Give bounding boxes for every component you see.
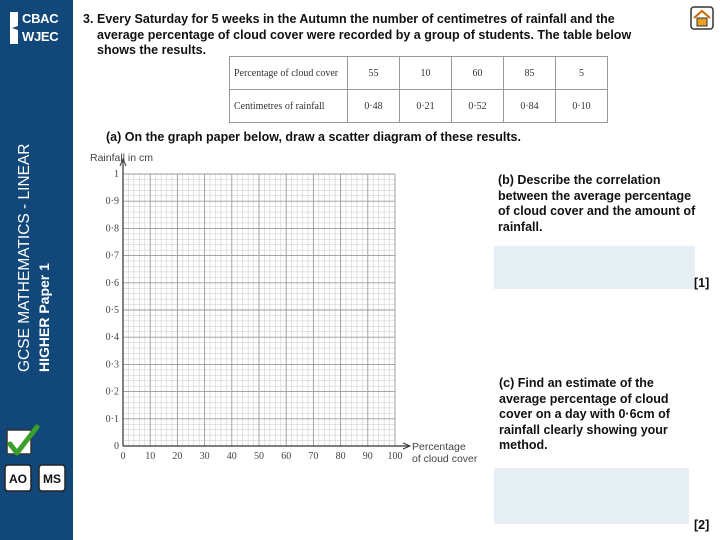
y-tick-label: 0·8 (105, 223, 119, 235)
home-icon[interactable] (690, 6, 714, 30)
table-cell: 5 (556, 57, 608, 90)
graph-paper[interactable] (86, 150, 486, 470)
ms-icon-label: MS (43, 472, 61, 486)
part-b-text: (b) Describe the correlation between the average percentage of cloud cover and the amount of rainfall. (498, 173, 696, 234)
marks-c: [2] (694, 518, 710, 532)
sidebar (0, 0, 73, 540)
axes (120, 159, 410, 449)
x-axis-label-line2: of cloud cover (412, 453, 478, 465)
table-row (230, 57, 608, 90)
paper-title: HIGHER Paper 1 (36, 263, 52, 372)
answer-box-b[interactable] (494, 246, 695, 289)
y-tick-label: 0·7 (105, 250, 119, 262)
results-table (229, 56, 608, 123)
marks-b: [1] (694, 276, 710, 290)
x-tick-label: 70 (308, 451, 319, 462)
table-cell: 0·10 (556, 90, 608, 123)
part-a-text: (a) On the graph paper below, draw a scatter diagram of these results. (106, 130, 521, 144)
ms-icon[interactable] (38, 464, 66, 492)
dragon-icon (8, 10, 20, 46)
logo-cbac: CBAC (22, 11, 59, 26)
x-axis-label-line1: Percentage (412, 441, 466, 453)
table-cell: 85 (504, 57, 556, 90)
grid-major (123, 174, 395, 446)
table-cell: 0·48 (348, 90, 400, 123)
y-tick-label: 0·5 (105, 305, 119, 316)
question-line-3: shows the results. (97, 43, 207, 57)
row-header-rainfall: Centimetres of rainfall (230, 90, 348, 123)
x-tick-label: 100 (387, 451, 403, 462)
x-tick-label: 50 (254, 451, 264, 462)
y-tick-label: 0·6 (105, 277, 119, 289)
y-tick-label: 0·9 (105, 196, 119, 208)
y-tick-label: 0·1 (105, 413, 119, 425)
subject-title: GCSE MATHEMATICS - LINEAR (16, 143, 33, 372)
x-tick-label: 90 (362, 451, 373, 462)
question-number: 3. (83, 12, 94, 26)
table-cell: 10 (400, 57, 452, 90)
question-line-1: Every Saturday for 5 weeks in the Autumn the number of centimetres of rainfall and the (97, 12, 615, 26)
row-header-cloud: Percentage of cloud cover (230, 57, 348, 90)
part-c-text: (c) Find an estimate of the average percentage of cloud cover on a day with 0·6cm of rainfall clearly showing your method. (499, 376, 670, 452)
cbac-wjec-logo (8, 8, 64, 50)
question-text (83, 12, 683, 59)
check-icon[interactable] (4, 424, 40, 460)
x-tick-label: 20 (172, 451, 183, 462)
x-tick-label: 40 (226, 451, 237, 462)
x-tick-label: 0 (120, 451, 126, 462)
y-axis-label: Rainfall in cm (90, 152, 154, 164)
table-cell: 0·21 (400, 90, 452, 123)
x-tick-labels (121, 451, 403, 462)
y-tick-label: 0 (114, 441, 119, 452)
question-line-2: average percentage of cloud cover were recorded by a group of students. The table below (97, 27, 632, 42)
y-tick-label: 1 (114, 169, 119, 180)
x-tick-label: 10 (145, 451, 156, 462)
table-cell: 55 (348, 57, 400, 90)
table-cell: 0·84 (504, 90, 556, 123)
table-cell: 0·52 (452, 90, 504, 123)
logo-wjec: WJEC (22, 29, 59, 44)
y-tick-label: 0·4 (105, 332, 119, 344)
y-tick-label: 0·3 (105, 359, 119, 371)
x-tick-label: 30 (199, 451, 210, 462)
y-tick-labels (106, 169, 119, 452)
y-tick-label: 0·2 (105, 386, 119, 398)
table-row (230, 90, 608, 123)
answer-box-c[interactable] (494, 468, 689, 524)
ao-icon-label: AO (9, 472, 27, 486)
x-tick-label: 60 (281, 451, 292, 462)
x-tick-label: 80 (335, 451, 346, 462)
table-cell: 60 (452, 57, 504, 90)
ao-icon[interactable] (4, 464, 32, 492)
